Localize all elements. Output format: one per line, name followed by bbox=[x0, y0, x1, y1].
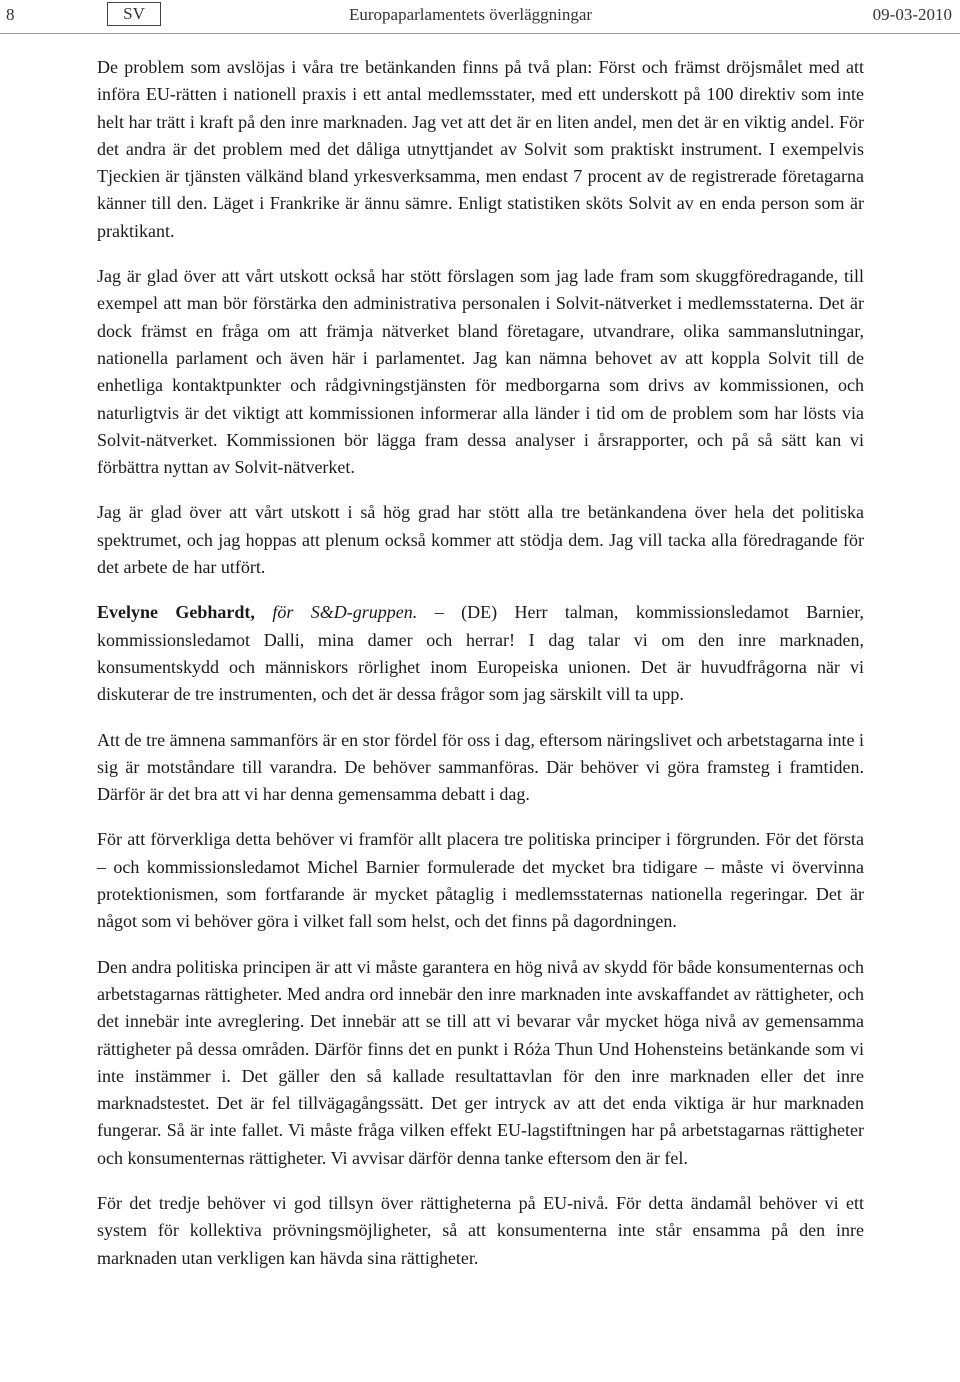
speaker-name: Evelyne Gebhardt, bbox=[97, 602, 255, 623]
page-header bbox=[0, 0, 960, 34]
language-code: SV bbox=[107, 2, 161, 26]
speech-opening bbox=[97, 599, 864, 708]
document-body bbox=[97, 54, 864, 1290]
paragraph: För att förverkliga detta behöver vi framför allt placera tre politiska principer i förgrunden. För det första – och kommissionsledamot Michel Barnier formulerade det mycket bra tidigare – måste vi övervinna protektionismen, som fortfarande är mycket påtaglig i medlemsstaternas nationella regeringar. Det är något som vi behöver göra i vilket fall som helst, och det finns på dagordningen. bbox=[97, 829, 864, 932]
page-number: 8 bbox=[6, 5, 15, 24]
header-divider bbox=[0, 33, 960, 34]
paragraph: Att de tre ämnena sammanförs är en stor fördel för oss i dag, eftersom näringslivet och arbetstagarna inte i sig är motståndare till varandra. De behöver sammanföras. Där behöver vi göra framsteg i framtiden. Därför är det bra att vi har denna gemensamma debatt i dag. bbox=[97, 729, 864, 805]
document-date: 09-03-2010 bbox=[872, 5, 952, 24]
document-title: Europaparlamentets överläggningar bbox=[349, 5, 593, 24]
speaker-affiliation: för S&D-gruppen. bbox=[272, 602, 418, 623]
speech-intro: – (DE) Herr talman, kommissionsledamot Barnier, kommissionsledamot Dalli, mina damer och herrar! I dag talar vi om den inre marknaden, konsumentskydd och människors rörlighet inom Europeiska unionen. Det är huvudfrågorna när vi diskuterar de tre instrumenten, och det är dessa frågor som jag särskilt vill ta upp. bbox=[97, 602, 864, 705]
paragraph: För det tredje behöver vi god tillsyn över rättigheterna på EU-nivå. För detta ändamål behöver vi ett system för kollektiva prövningsmöjligheter, så att konsumenterna inte står ensamma på den inre marknaden utan verkligen kan hävda sina rättigheter. bbox=[97, 1192, 864, 1268]
paragraph: Den andra politiska principen är att vi måste garantera en hög nivå av skydd för både konsumenternas och arbetstagarnas rättigheter. Med andra ord innebär den inre marknaden inte avskaffandet av rättigheter, och det innebär inte avreglering. Det innebär att se till att vi bevarar vår mycket höga nivå av gemensamma rättigheter på dessa områden. Därför finns det en punkt i Róża Thun Und Hohensteins betänkande som vi inte instämmer i. Det gäller den så kallade resultattavlan för den inre marknaden eller det inre marknadstestet. Det är fel tillvägagångssätt. Det ger intryck av att det enda viktiga är hur marknaden fungerar. Så är inte fallet. Vi måste fråga vilken effekt EU-lagstiftningen har på arbetstagarnas rättigheter och konsumenternas rättigheter. Vi avvisar därför denna tanke eftersom den är fel. bbox=[97, 956, 864, 1168]
paragraph: Jag är glad över att vårt utskott också har stött förslagen som jag lade fram som skuggföredragande, till exempel att man bör förstärka den administrativa personalen i Solvit-nätverket i medlemsstaterna. Det är dock främst en fråga om att främja nätverket bland företagare, utvandrare, olika sammanslutningar, nationella parlament och även här i parlamentet. Jag kan nämna behovet av att koppla Solvit till de enhetliga kontaktpunkter och rådgivningstjänsten för medborgarna som drivs av kommissionen, och naturligtvis är det viktigt att kommissionen informerar alla länder i tid om de problem som har lösts via Solvit-nätverket. Kommissionen bör lägga fram dessa analyser i årsrapporter, och på så sätt kan vi förbättra nyttan av Solvit-nätverket. bbox=[97, 266, 864, 478]
paragraph: De problem som avslöjas i våra tre betänkanden finns på två plan: Först och främst dröjsmålet med att införa EU-rätten i nationell praxis i ett antal medlemsstater, med ett underskott på 100 direktiv som inte helt har trätt i kraft på den inre marknaden. Jag vet att det är en liten andel, men det är en viktig andel. För det andra är det problem med det dåliga utnyttjandet av Solvit som praktiskt instrument. I exempelvis Tjeckien är tjänsten välkänd bland yrkesverksamma, men endast 7 procent av de registrerade företagarna känner till den. Läget i Frankrike är ännu sämre. Enligt statistiken sköts Solvit av en enda person som är praktikant. bbox=[97, 57, 864, 241]
paragraph: Jag är glad över att vårt utskott i så hög grad har stött alla tre betänkandena över hela det politiska spektrumet, och jag hoppas att plenum också kommer att stödja dem. Jag vill tacka alla föredragande för det arbete de har utfört. bbox=[97, 502, 864, 578]
